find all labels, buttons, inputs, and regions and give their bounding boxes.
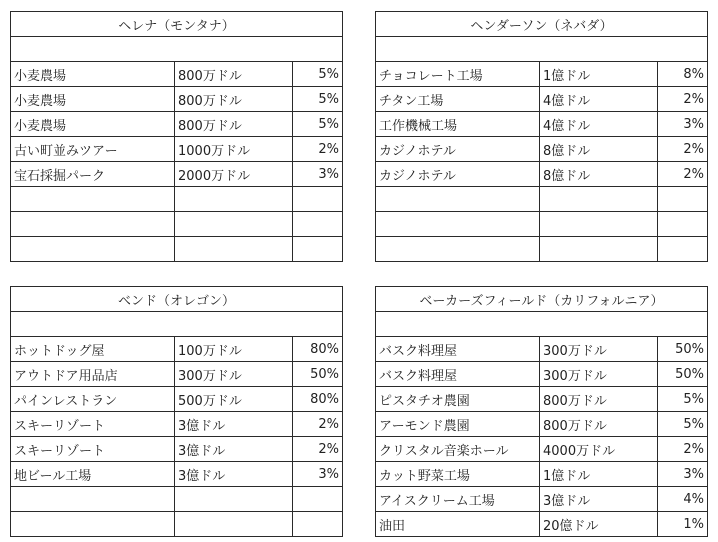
percent-cell[interactable] [293, 237, 343, 262]
business-name-cell[interactable]: 小麦農場 [11, 112, 175, 137]
table-bend [10, 286, 343, 537]
percent-cell[interactable]: 5% [658, 387, 708, 412]
percent-cell[interactable]: 5% [658, 412, 708, 437]
table-row [11, 387, 343, 412]
amount-cell[interactable]: 800万ドル [540, 387, 658, 412]
percent-cell[interactable] [658, 187, 708, 212]
business-name-cell[interactable]: カジノホテル [376, 137, 540, 162]
percent-cell[interactable] [293, 487, 343, 512]
business-name-cell[interactable]: アーモンド農園 [376, 412, 540, 437]
percent-cell[interactable]: 3% [658, 462, 708, 487]
business-name-cell[interactable]: 工作機械工場 [376, 112, 540, 137]
table-row [376, 137, 708, 162]
amount-cell[interactable] [175, 212, 293, 237]
percent-cell[interactable]: 3% [293, 462, 343, 487]
business-name-cell[interactable]: カット野菜工場 [376, 462, 540, 487]
table-row [376, 112, 708, 137]
percent-cell[interactable]: 2% [658, 87, 708, 112]
amount-cell[interactable]: 100万ドル [175, 337, 293, 362]
business-name-cell[interactable]: 宝石採掘パーク [11, 162, 175, 187]
percent-cell[interactable]: 50% [293, 362, 343, 387]
amount-cell[interactable] [540, 212, 658, 237]
percent-cell[interactable] [658, 237, 708, 262]
business-name-cell[interactable]: バスク料理屋 [376, 337, 540, 362]
amount-cell[interactable]: 1000万ドル [175, 137, 293, 162]
table-title: ヘレナ（モンタナ） [11, 12, 343, 37]
percent-cell[interactable]: 80% [293, 337, 343, 362]
table-row [376, 237, 708, 262]
amount-cell[interactable]: 8億ドル [540, 162, 658, 187]
business-name-cell[interactable]: パインレストラン [11, 387, 175, 412]
percent-cell[interactable] [293, 187, 343, 212]
business-name-cell[interactable]: ホットドッグ屋 [11, 337, 175, 362]
data-table [375, 11, 708, 262]
business-name-cell[interactable]: アイスクリーム工場 [376, 487, 540, 512]
amount-cell[interactable] [175, 512, 293, 537]
amount-cell[interactable]: 3億ドル [540, 487, 658, 512]
table-bakersfield [375, 286, 708, 537]
amount-cell[interactable]: 4億ドル [540, 87, 658, 112]
percent-cell[interactable]: 3% [293, 162, 343, 187]
amount-cell[interactable] [175, 237, 293, 262]
table-row [376, 512, 708, 537]
percent-cell[interactable]: 2% [293, 412, 343, 437]
business-name-cell[interactable]: カジノホテル [376, 162, 540, 187]
business-name-cell[interactable]: スキーリゾート [11, 437, 175, 462]
amount-cell[interactable]: 800万ドル [175, 87, 293, 112]
table-title: ベンド（オレゴン） [11, 287, 343, 312]
percent-cell[interactable]: 50% [658, 337, 708, 362]
business-name-cell[interactable]: ピスタチオ農園 [376, 387, 540, 412]
percent-cell[interactable]: 8% [658, 62, 708, 87]
business-name-cell[interactable]: 小麦農場 [11, 62, 175, 87]
blank-row [376, 312, 708, 337]
table-row [376, 212, 708, 237]
business-name-cell[interactable]: 古い町並みツアー [11, 137, 175, 162]
amount-cell[interactable]: 1億ドル [540, 62, 658, 87]
data-table [10, 11, 343, 262]
percent-cell[interactable]: 5% [293, 87, 343, 112]
business-name-cell[interactable]: 地ビール工場 [11, 462, 175, 487]
table-row [11, 62, 343, 87]
title-row [11, 287, 343, 312]
business-name-cell[interactable] [376, 212, 540, 237]
business-name-cell[interactable]: チタン工場 [376, 87, 540, 112]
table-title: ヘンダーソン（ネバダ） [376, 12, 708, 37]
table-helena [10, 11, 343, 262]
percent-cell[interactable]: 5% [293, 62, 343, 87]
business-name-cell[interactable]: クリスタル音楽ホール [376, 437, 540, 462]
business-name-cell[interactable] [11, 187, 175, 212]
table-row [376, 462, 708, 487]
table-row [11, 362, 343, 387]
percent-cell[interactable] [293, 512, 343, 537]
amount-cell[interactable]: 20億ドル [540, 512, 658, 537]
table-row [376, 162, 708, 187]
table-row [376, 412, 708, 437]
table-row [376, 387, 708, 412]
table-row [11, 237, 343, 262]
amount-cell[interactable]: 500万ドル [175, 387, 293, 412]
table-row [11, 412, 343, 437]
data-table [10, 286, 343, 537]
amount-cell[interactable] [175, 487, 293, 512]
table-row [376, 62, 708, 87]
blank-cell [376, 37, 708, 62]
amount-cell[interactable]: 800万ドル [175, 112, 293, 137]
percent-cell[interactable]: 80% [293, 387, 343, 412]
table-row [11, 337, 343, 362]
table-row [11, 212, 343, 237]
amount-cell[interactable]: 300万ドル [175, 362, 293, 387]
table-row [11, 112, 343, 137]
business-name-cell[interactable] [376, 187, 540, 212]
table-row [11, 137, 343, 162]
percent-cell[interactable]: 2% [293, 137, 343, 162]
business-name-cell[interactable]: アウトドア用品店 [11, 362, 175, 387]
table-row [11, 162, 343, 187]
amount-cell[interactable] [540, 187, 658, 212]
percent-cell[interactable] [293, 212, 343, 237]
amount-cell[interactable]: 4000万ドル [540, 437, 658, 462]
business-name-cell[interactable] [376, 237, 540, 262]
business-name-cell[interactable] [11, 212, 175, 237]
table-row [11, 512, 343, 537]
table-row [11, 462, 343, 487]
business-name-cell[interactable]: スキーリゾート [11, 412, 175, 437]
percent-cell[interactable] [658, 212, 708, 237]
business-name-cell[interactable] [11, 487, 175, 512]
blank-row [11, 37, 343, 62]
amount-cell[interactable]: 3億ドル [175, 462, 293, 487]
amount-cell[interactable]: 8億ドル [540, 137, 658, 162]
business-name-cell[interactable]: バスク料理屋 [376, 362, 540, 387]
table-row [376, 87, 708, 112]
business-name-cell[interactable]: 小麦農場 [11, 87, 175, 112]
percent-cell[interactable]: 5% [293, 112, 343, 137]
table-row [376, 187, 708, 212]
business-name-cell[interactable] [11, 237, 175, 262]
title-row [376, 12, 708, 37]
amount-cell[interactable]: 3億ドル [175, 412, 293, 437]
table-row [11, 187, 343, 212]
percent-cell[interactable]: 1% [658, 512, 708, 537]
table-row [11, 487, 343, 512]
title-row [11, 12, 343, 37]
table-row [11, 87, 343, 112]
table-row [376, 337, 708, 362]
blank-cell [11, 37, 343, 62]
amount-cell[interactable]: 300万ドル [540, 362, 658, 387]
blank-row [376, 37, 708, 62]
percent-cell[interactable]: 4% [658, 487, 708, 512]
amount-cell[interactable] [540, 237, 658, 262]
business-name-cell[interactable] [11, 512, 175, 537]
table-row [376, 487, 708, 512]
table-henderson [375, 11, 708, 262]
percent-cell[interactable]: 2% [293, 437, 343, 462]
table-row [11, 437, 343, 462]
amount-cell[interactable]: 3億ドル [175, 437, 293, 462]
amount-cell[interactable]: 2000万ドル [175, 162, 293, 187]
amount-cell[interactable]: 800万ドル [540, 412, 658, 437]
data-table [375, 286, 708, 537]
table-row [376, 362, 708, 387]
amount-cell[interactable] [175, 187, 293, 212]
percent-cell[interactable]: 3% [658, 112, 708, 137]
business-name-cell[interactable]: 油田 [376, 512, 540, 537]
percent-cell[interactable]: 50% [658, 362, 708, 387]
table-row [376, 437, 708, 462]
blank-cell [376, 312, 708, 337]
business-name-cell[interactable]: チョコレート工場 [376, 62, 540, 87]
title-row [376, 287, 708, 312]
percent-cell[interactable]: 2% [658, 162, 708, 187]
amount-cell[interactable]: 800万ドル [175, 62, 293, 87]
amount-cell[interactable]: 300万ドル [540, 337, 658, 362]
percent-cell[interactable]: 2% [658, 137, 708, 162]
amount-cell[interactable]: 1億ドル [540, 462, 658, 487]
blank-row [11, 312, 343, 337]
amount-cell[interactable]: 4億ドル [540, 112, 658, 137]
table-title: ベーカーズフィールド（カリフォルニア） [376, 287, 708, 312]
percent-cell[interactable]: 2% [658, 437, 708, 462]
blank-cell [11, 312, 343, 337]
